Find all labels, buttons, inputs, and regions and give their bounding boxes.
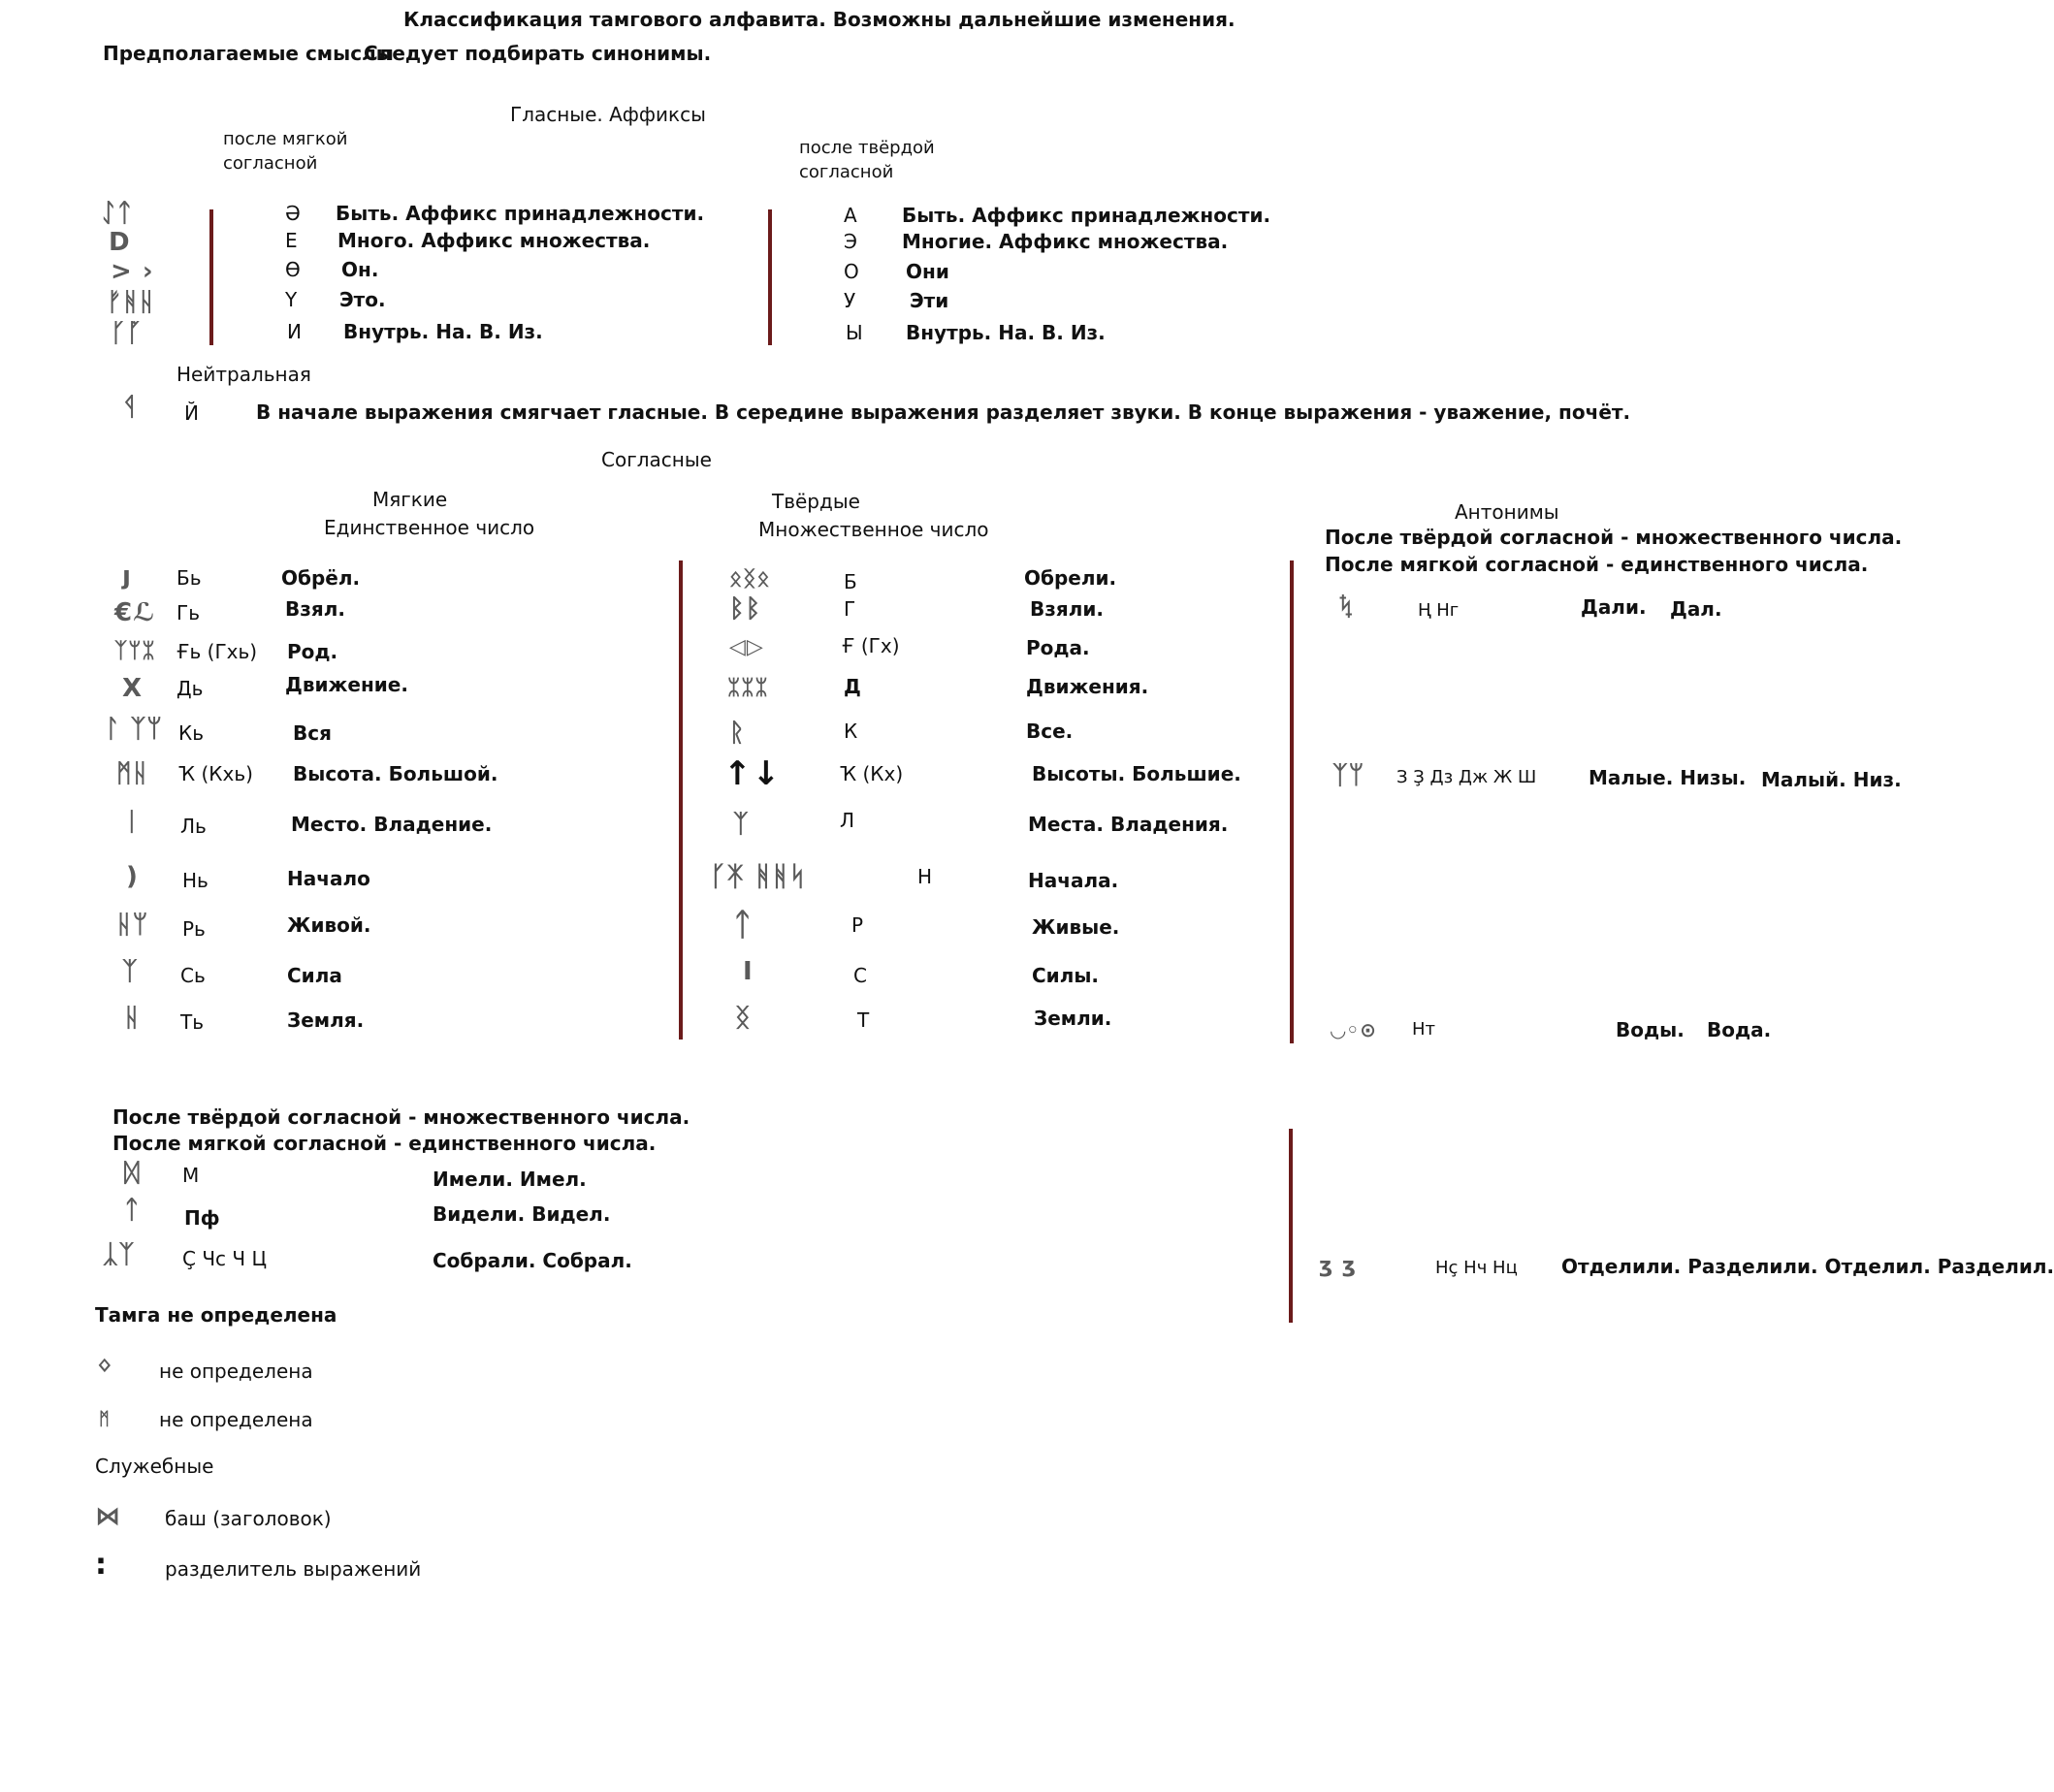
- undefined-heading: Тамга не определена: [95, 1303, 337, 1327]
- tamga-glyph-icon: ◡◦⊙: [1331, 1018, 1377, 1041]
- tamga-glyph-icon: ᚱ: [729, 719, 746, 748]
- vowel-letter: И: [287, 320, 302, 343]
- consonant-meaning: Вся: [293, 721, 332, 745]
- lower-note-singular: После мягкой согласной - единственного числа.: [112, 1132, 657, 1155]
- vowel-meaning: Внутрь. На. В. Из.: [343, 320, 543, 343]
- tamga-glyph-icon: ᛜ: [97, 1353, 113, 1382]
- consonant-meaning: Высота. Большой.: [293, 762, 498, 785]
- consonant-meaning: Рода.: [1026, 636, 1090, 659]
- tamga-glyph-icon: ᛞ: [124, 1159, 141, 1188]
- lower-antonym-divider: [1289, 1129, 1293, 1323]
- antonym-letter: Ң Нг: [1418, 600, 1460, 621]
- antonym-singular: Малый. Низ.: [1761, 768, 1902, 791]
- consonant-letter: Г: [844, 597, 856, 621]
- tamga-glyph-icon: D: [109, 228, 131, 257]
- hard-consonants-heading: Твёрдые: [772, 490, 860, 513]
- consonant-meaning: Сила: [287, 964, 342, 987]
- tamga-glyph-icon: ᛏ: [733, 906, 754, 943]
- undefined-label: не определена: [159, 1360, 313, 1383]
- vowel-divider-hard: [768, 209, 772, 345]
- vowel-meaning: Это.: [339, 288, 386, 311]
- vowel-letter: Э: [844, 230, 857, 253]
- plural-heading: Множественное число: [758, 518, 989, 541]
- consonant-meaning: Взяли.: [1030, 597, 1104, 621]
- consonant-meaning: Взял.: [285, 597, 345, 621]
- neutral-label: Нейтральная: [177, 363, 311, 386]
- hard-vowel-label-2: согласной: [799, 162, 894, 182]
- consonant-letter: Кь: [178, 721, 204, 745]
- consonant-meaning: Земли.: [1034, 1007, 1112, 1030]
- service-heading: Служебные: [95, 1455, 214, 1478]
- service-label: разделитель выражений: [165, 1557, 422, 1581]
- lower-note-plural: После твёрдой согласной - множественного числа.: [112, 1105, 690, 1129]
- tamga-glyph-icon: ᛩ: [122, 393, 139, 422]
- lower-meaning: Имели. Имел.: [433, 1168, 587, 1191]
- consonant-meaning: Движения.: [1026, 675, 1149, 698]
- vowel-letter: О: [844, 260, 859, 283]
- consonant-letter: Дь: [177, 677, 204, 700]
- consonant-letter: Р: [851, 913, 864, 937]
- undefined-label: не определена: [159, 1408, 313, 1431]
- soft-vowel-label-1: после мягкой: [223, 129, 348, 149]
- lower-meaning: Видели. Видел.: [433, 1202, 611, 1226]
- vowel-meaning: Быть. Аффикс принадлежности.: [336, 202, 705, 225]
- consonant-letter: С: [853, 964, 867, 987]
- consonant-letter: Б: [844, 570, 857, 593]
- consonant-letter: Л: [840, 809, 855, 832]
- page-title: Классификация тамгового алфавита. Возможны дальнейшие изменения.: [403, 8, 1236, 31]
- consonant-meaning: Обрели.: [1024, 566, 1117, 590]
- consonant-meaning: Силы.: [1032, 964, 1100, 987]
- expression-separator-icon: :: [95, 1548, 108, 1582]
- consonant-letter: Ғ (Гх): [842, 634, 900, 657]
- vowel-letter: У: [844, 289, 856, 312]
- tamga-glyph-icon: ᛚ ᛉᛘ: [105, 715, 163, 744]
- consonant-meaning: Все.: [1026, 720, 1074, 743]
- consonant-letter: Н: [917, 865, 933, 888]
- vowel-letter: Ә: [285, 202, 301, 225]
- vowel-meaning: Многие. Аффикс множества.: [902, 230, 1229, 253]
- tamga-glyph-icon: ᛏ: [124, 1196, 141, 1225]
- consonant-meaning: Начала.: [1028, 869, 1119, 892]
- vowel-meaning: Много. Аффикс множества.: [337, 229, 651, 252]
- consonant-letter: Рь: [182, 917, 206, 941]
- soft-consonants-heading: Мягкие: [372, 488, 448, 511]
- tamga-glyph-icon: €ℒ: [114, 598, 156, 627]
- tamga-glyph-icon: ᛇᛏ: [101, 199, 134, 228]
- separation-meaning: Отделили. Разделили. Отделил. Разделил.: [1561, 1255, 2054, 1278]
- tamga-glyph-icon: ᚺᛘ: [116, 911, 149, 940]
- vowel-letter: А: [844, 204, 857, 227]
- lower-letter: Ç Чс Ч Ц: [182, 1247, 267, 1270]
- antonym-divider: [1290, 560, 1294, 1043]
- consonant-meaning: Живые.: [1032, 915, 1120, 939]
- vowel-meaning: Эти: [910, 289, 949, 312]
- tamga-glyph-icon: ᛪ: [1338, 592, 1355, 622]
- neutral-meaning: В начале выражения смягчает гласные. В середине выражения разделяет звуки. В конце выражения - уважение, почёт.: [256, 400, 1631, 424]
- lower-letter: Пф: [184, 1206, 220, 1230]
- soft-vowel-label-2: согласной: [223, 153, 318, 174]
- tamga-glyph-icon: ᛒᛒ: [729, 594, 762, 624]
- service-label: баш (заголовок): [165, 1507, 332, 1530]
- antonym-singular: Дал.: [1670, 597, 1722, 621]
- consonant-letter: Бь: [177, 566, 202, 590]
- vowel-letter: Ө: [285, 258, 301, 281]
- consonant-meaning: Места. Владения.: [1028, 813, 1229, 836]
- tamga-glyph-icon: ᚴᛡ ᚻᚻᛋ: [710, 860, 807, 892]
- consonant-meaning: Высоты. Большие.: [1032, 762, 1241, 785]
- tamga-glyph-icon: ᛁ: [124, 808, 141, 837]
- antonyms-note-plural: После твёрдой согласной - множественного числа.: [1325, 526, 1903, 549]
- tamga-glyph-icon: ᚴᚵ: [111, 319, 144, 348]
- consonant-meaning: Род.: [287, 640, 338, 663]
- vowel-letter: Й: [184, 401, 199, 425]
- consonant-divider: [679, 560, 683, 1040]
- vowel-meaning: Он.: [341, 258, 379, 281]
- tamga-glyph-icon: ᚠᚻᚺ: [107, 288, 155, 317]
- consonant-letter: Ҡ (Кх): [840, 762, 904, 785]
- vowel-meaning: Быть. Аффикс принадлежности.: [902, 204, 1271, 227]
- vowel-meaning: Они: [906, 260, 949, 283]
- tamga-glyph-icon: ᛉ: [733, 810, 750, 839]
- consonant-meaning: Земля.: [287, 1008, 365, 1032]
- tamga-glyph-icon: > ›: [111, 257, 154, 286]
- vowel-letter: Е: [285, 229, 298, 252]
- hard-vowel-label-1: после твёрдой: [799, 138, 935, 158]
- antonym-plural: Воды.: [1616, 1018, 1685, 1041]
- lower-meaning: Собрали. Собрал.: [433, 1249, 632, 1272]
- vowel-divider-soft: [209, 209, 213, 345]
- antonym-singular: Вода.: [1707, 1018, 1772, 1041]
- tamga-glyph-icon: ᛗᚺ: [116, 759, 149, 788]
- tamga-glyph-icon: ◁▷: [729, 635, 764, 659]
- consonant-letter: К: [844, 720, 858, 743]
- vowel-meaning: Внутрь. На. В. Из.: [906, 321, 1106, 344]
- consonants-heading: Согласные: [601, 448, 712, 471]
- tamga-glyph-icon: ᛉ: [122, 957, 139, 986]
- subtitle-meanings: Предполагаемые смыслы: [103, 42, 394, 65]
- antonym-plural: Дали.: [1581, 595, 1647, 619]
- tamga-glyph-icon: ȷ: [122, 561, 132, 591]
- tamga-glyph-icon: X: [122, 674, 144, 703]
- consonant-letter: Ҡ (Кхь): [178, 762, 253, 785]
- consonant-meaning: Обрёл.: [281, 566, 361, 590]
- tamga-glyph-icon: ᛟᛝᛟ: [729, 567, 771, 592]
- consonant-meaning: Движение.: [285, 673, 408, 696]
- antonyms-note-singular: После мягкой согласной - единственного числа.: [1325, 553, 1869, 576]
- consonant-letter: Ть: [180, 1010, 205, 1034]
- bash-header-icon: ⋈: [95, 1502, 121, 1531]
- consonant-letter: Сь: [180, 964, 206, 987]
- consonant-letter: Т: [857, 1008, 870, 1032]
- tamga-glyph-icon: ᛉᛘᛯ: [114, 639, 156, 663]
- antonym-letter: З Ҙ Дз Дж Ж Ш: [1396, 767, 1537, 787]
- consonant-letter: Гь: [177, 601, 200, 624]
- tamga-glyph-icon: ᛗ: [99, 1409, 111, 1429]
- lower-letter: М: [182, 1164, 200, 1187]
- up-down-arrows-icon: ↑↓: [723, 754, 781, 793]
- separation-letter: Нç Нч Нц: [1435, 1258, 1518, 1278]
- consonant-letter: Ғь (Гхь): [177, 640, 258, 663]
- consonant-meaning: Живой.: [287, 913, 371, 937]
- vowels-heading: Гласные. Аффиксы: [510, 103, 706, 126]
- antonym-letter: Нт: [1412, 1019, 1436, 1040]
- tamga-glyph-icon: ᚺ: [124, 1004, 141, 1033]
- tamga-glyph-icon: ): [126, 862, 139, 891]
- consonant-letter: Д: [844, 675, 861, 698]
- consonant-letter: Ль: [180, 815, 207, 838]
- consonant-meaning: Начало: [287, 867, 370, 890]
- consonant-meaning: Место. Владение.: [291, 813, 493, 836]
- tamga-glyph-icon: I: [743, 957, 754, 986]
- tamga-glyph-icon: ᛣᛉ: [103, 1240, 136, 1269]
- antonym-plural: Малые. Низы.: [1589, 766, 1747, 789]
- antonyms-heading: Антонимы: [1455, 500, 1559, 524]
- tamga-glyph-icon: ᛝ: [735, 1004, 752, 1033]
- subtitle-synonyms: Следует подбирать синонимы.: [364, 42, 712, 65]
- singular-heading: Единственное число: [324, 516, 535, 539]
- tamga-glyph-icon: ᛯᛯᛯ: [727, 676, 769, 700]
- tamga-glyph-icon: ᛉᛘ: [1332, 761, 1365, 790]
- tamga-glyph-icon: ʒ ʒ: [1319, 1254, 1357, 1278]
- vowel-letter: Ү: [285, 288, 298, 311]
- consonant-letter: Нь: [182, 869, 209, 892]
- vowel-letter: Ы: [846, 321, 863, 344]
